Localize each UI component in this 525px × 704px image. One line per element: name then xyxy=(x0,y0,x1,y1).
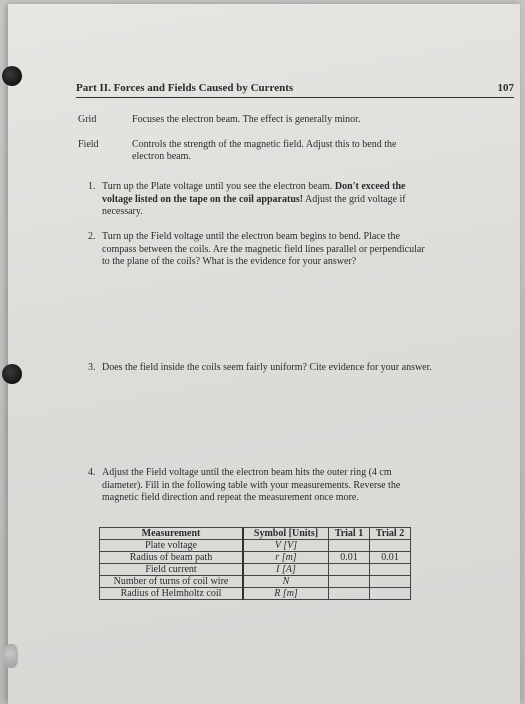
definition-term: Field xyxy=(78,139,99,150)
table-cell[interactable]: 0.01 xyxy=(370,552,411,564)
question-number: 3. xyxy=(88,362,96,373)
question-2 xyxy=(88,231,434,283)
table-cell[interactable]: 0.01 xyxy=(329,552,370,564)
binder-hole-middle xyxy=(2,364,22,384)
binder-hole-bottom xyxy=(4,644,18,668)
table-cell[interactable] xyxy=(329,540,370,552)
table-cell: I [A] xyxy=(243,564,329,576)
table-cell: R [m] xyxy=(243,588,329,600)
table-row xyxy=(100,540,411,552)
definition-field xyxy=(78,139,458,167)
question-4 xyxy=(88,467,434,507)
measurement-table xyxy=(99,527,411,600)
page-number: 107 xyxy=(497,82,514,94)
column-header: Trial 1 xyxy=(329,528,370,540)
table-header-row xyxy=(100,528,411,540)
question-text: Turn up the Plate voltage until you see the electron beam. Don't exceed the voltage listed on the tape on the coil apparatus! Adjust the grid voltage if necessary. xyxy=(102,181,406,217)
column-header: Symbol [Units] xyxy=(243,528,329,540)
definition-grid xyxy=(78,114,458,128)
table-cell[interactable] xyxy=(329,576,370,588)
table-cell[interactable] xyxy=(370,588,411,600)
question-text: Turn up the Field voltage until the electron beam begins to bend. Place the compass between the coils. Are the magnetic field lines parallel or perpendicular to the plane of the coils? What is the evidence for your answer? xyxy=(102,231,425,267)
table-cell: r [m] xyxy=(243,552,329,564)
table-cell[interactable] xyxy=(370,540,411,552)
definition-description: Focuses the electron beam. The effect is generally minor. xyxy=(132,114,361,125)
definition-description: Controls the strength of the magnetic field. Adjust this to bend the electron beam. xyxy=(132,139,397,162)
question-3 xyxy=(88,362,434,388)
table-cell: Radius of beam path xyxy=(100,552,244,564)
table-cell: N xyxy=(243,576,329,588)
table-row xyxy=(100,564,411,576)
table-cell: Plate voltage xyxy=(100,540,244,552)
question-text: Adjust the Field voltage until the electron beam hits the outer ring (4 cm diameter). Fill in the following table with your measurements. Reverse the magnetic field direction and repeat the measurement once more. xyxy=(102,467,401,503)
question-number: 2. xyxy=(88,231,96,242)
binder-hole-top xyxy=(2,66,22,86)
section-title: Part II. Forces and Fields Caused by Currents xyxy=(76,82,294,94)
warning-text: Don't exceed the voltage listed on the tape on the coil apparatus! xyxy=(102,181,406,205)
question-number: 4. xyxy=(88,467,96,478)
definition-term: Grid xyxy=(78,114,97,125)
question-text: Does the field inside the coils seem fairly uniform? Cite evidence for your answer. xyxy=(102,362,432,373)
table-row xyxy=(100,552,411,564)
table-row xyxy=(100,576,411,588)
table-cell[interactable] xyxy=(370,576,411,588)
column-header: Trial 2 xyxy=(370,528,411,540)
table-cell[interactable] xyxy=(329,588,370,600)
table-row xyxy=(100,588,411,600)
table-cell: V [V] xyxy=(243,540,329,552)
table-cell[interactable] xyxy=(329,564,370,576)
table-cell: Number of turns of coil wire xyxy=(100,576,244,588)
table-cell: Field current xyxy=(100,564,244,576)
column-header: Measurement xyxy=(100,528,244,540)
table-cell: Radius of Helmholtz coil xyxy=(100,588,244,600)
table-cell[interactable] xyxy=(370,564,411,576)
question-number: 1. xyxy=(88,181,96,192)
page-header xyxy=(76,82,514,98)
question-1 xyxy=(88,181,434,221)
